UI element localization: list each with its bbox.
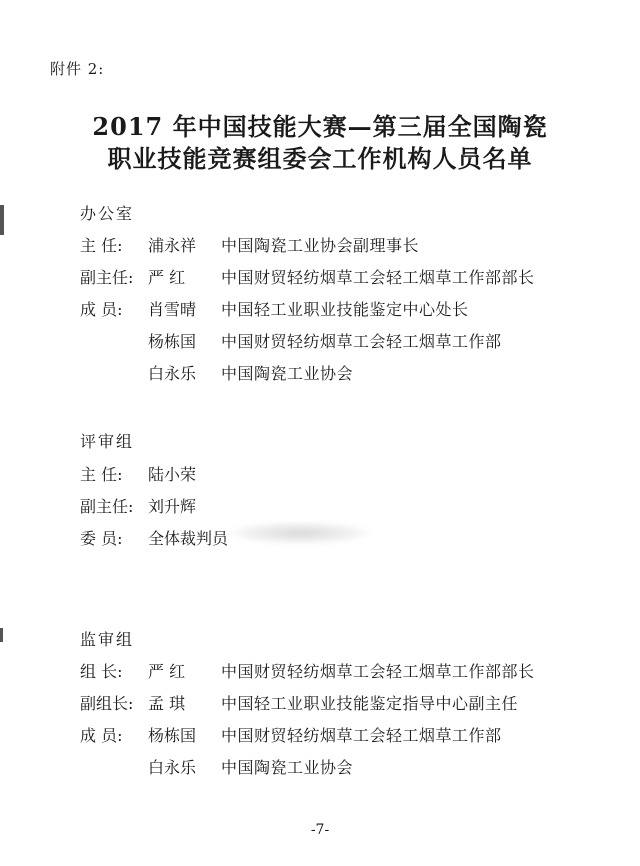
member-name: 严 红 bbox=[148, 662, 186, 681]
role-label: 主 任: bbox=[80, 465, 123, 484]
member-row bbox=[0, 526, 640, 552]
role-label: 主 任: bbox=[80, 236, 123, 255]
member-row bbox=[0, 659, 640, 685]
role-label: 委 员: bbox=[80, 529, 123, 548]
binding-mark bbox=[0, 628, 3, 642]
member-organization: 中国财贸轻纺烟草工会轻工烟草工作部部长 bbox=[221, 268, 535, 287]
member-name: 孟 琪 bbox=[148, 694, 186, 713]
member-organization: 中国轻工业职业技能鉴定中心处长 bbox=[221, 300, 469, 319]
section-heading-office: 办公室 bbox=[80, 204, 135, 223]
role-label: 副主任: bbox=[80, 497, 134, 516]
role-label: 副主任: bbox=[80, 268, 134, 287]
binding-mark bbox=[0, 205, 4, 235]
member-name: 白永乐 bbox=[148, 758, 197, 777]
member-name: 浦永祥 bbox=[148, 236, 197, 255]
member-name: 杨栋国 bbox=[148, 726, 197, 745]
member-row bbox=[0, 361, 640, 387]
member-organization: 中国财贸轻纺烟草工会轻工烟草工作部 bbox=[221, 332, 502, 351]
attachment-label: 附件 2: bbox=[50, 60, 105, 78]
section-heading-review: 评审组 bbox=[80, 432, 135, 451]
member-row bbox=[0, 233, 640, 259]
member-row bbox=[0, 265, 640, 291]
document-title-line-2: 职业技能竞赛组委会工作机构人员名单 bbox=[107, 144, 533, 173]
member-row bbox=[0, 494, 640, 520]
member-organization: 中国轻工业职业技能鉴定指导中心副主任 bbox=[221, 694, 519, 713]
member-name: 全体裁判员 bbox=[148, 529, 229, 548]
member-name: 杨栋国 bbox=[148, 332, 197, 351]
role-label: 组 长: bbox=[80, 662, 123, 681]
member-row bbox=[0, 329, 640, 355]
member-row bbox=[0, 297, 640, 323]
member-organization: 中国陶瓷工业协会副理事长 bbox=[221, 236, 420, 255]
document-title-line-1: 2017 年中国技能大赛—第三届全国陶瓷 bbox=[92, 112, 548, 141]
member-organization: 中国陶瓷工业协会 bbox=[221, 758, 354, 777]
member-name: 陆小荣 bbox=[148, 465, 197, 484]
member-row bbox=[0, 723, 640, 749]
page-number: -7- bbox=[310, 822, 330, 838]
member-organization: 中国财贸轻纺烟草工会轻工烟草工作部 bbox=[221, 726, 502, 745]
member-organization: 中国财贸轻纺烟草工会轻工烟草工作部部长 bbox=[221, 662, 535, 681]
role-label: 副组长: bbox=[80, 694, 134, 713]
role-label: 成 员: bbox=[80, 300, 123, 319]
member-name: 肖雪晴 bbox=[148, 300, 197, 319]
member-name: 严 红 bbox=[148, 268, 186, 287]
member-row bbox=[0, 755, 640, 781]
member-row bbox=[0, 691, 640, 717]
member-name: 刘升辉 bbox=[148, 497, 197, 516]
member-name: 白永乐 bbox=[148, 364, 197, 383]
member-row bbox=[0, 462, 640, 488]
member-organization: 中国陶瓷工业协会 bbox=[221, 364, 354, 383]
section-heading-supervision: 监审组 bbox=[80, 630, 135, 649]
role-label: 成 员: bbox=[80, 726, 123, 745]
